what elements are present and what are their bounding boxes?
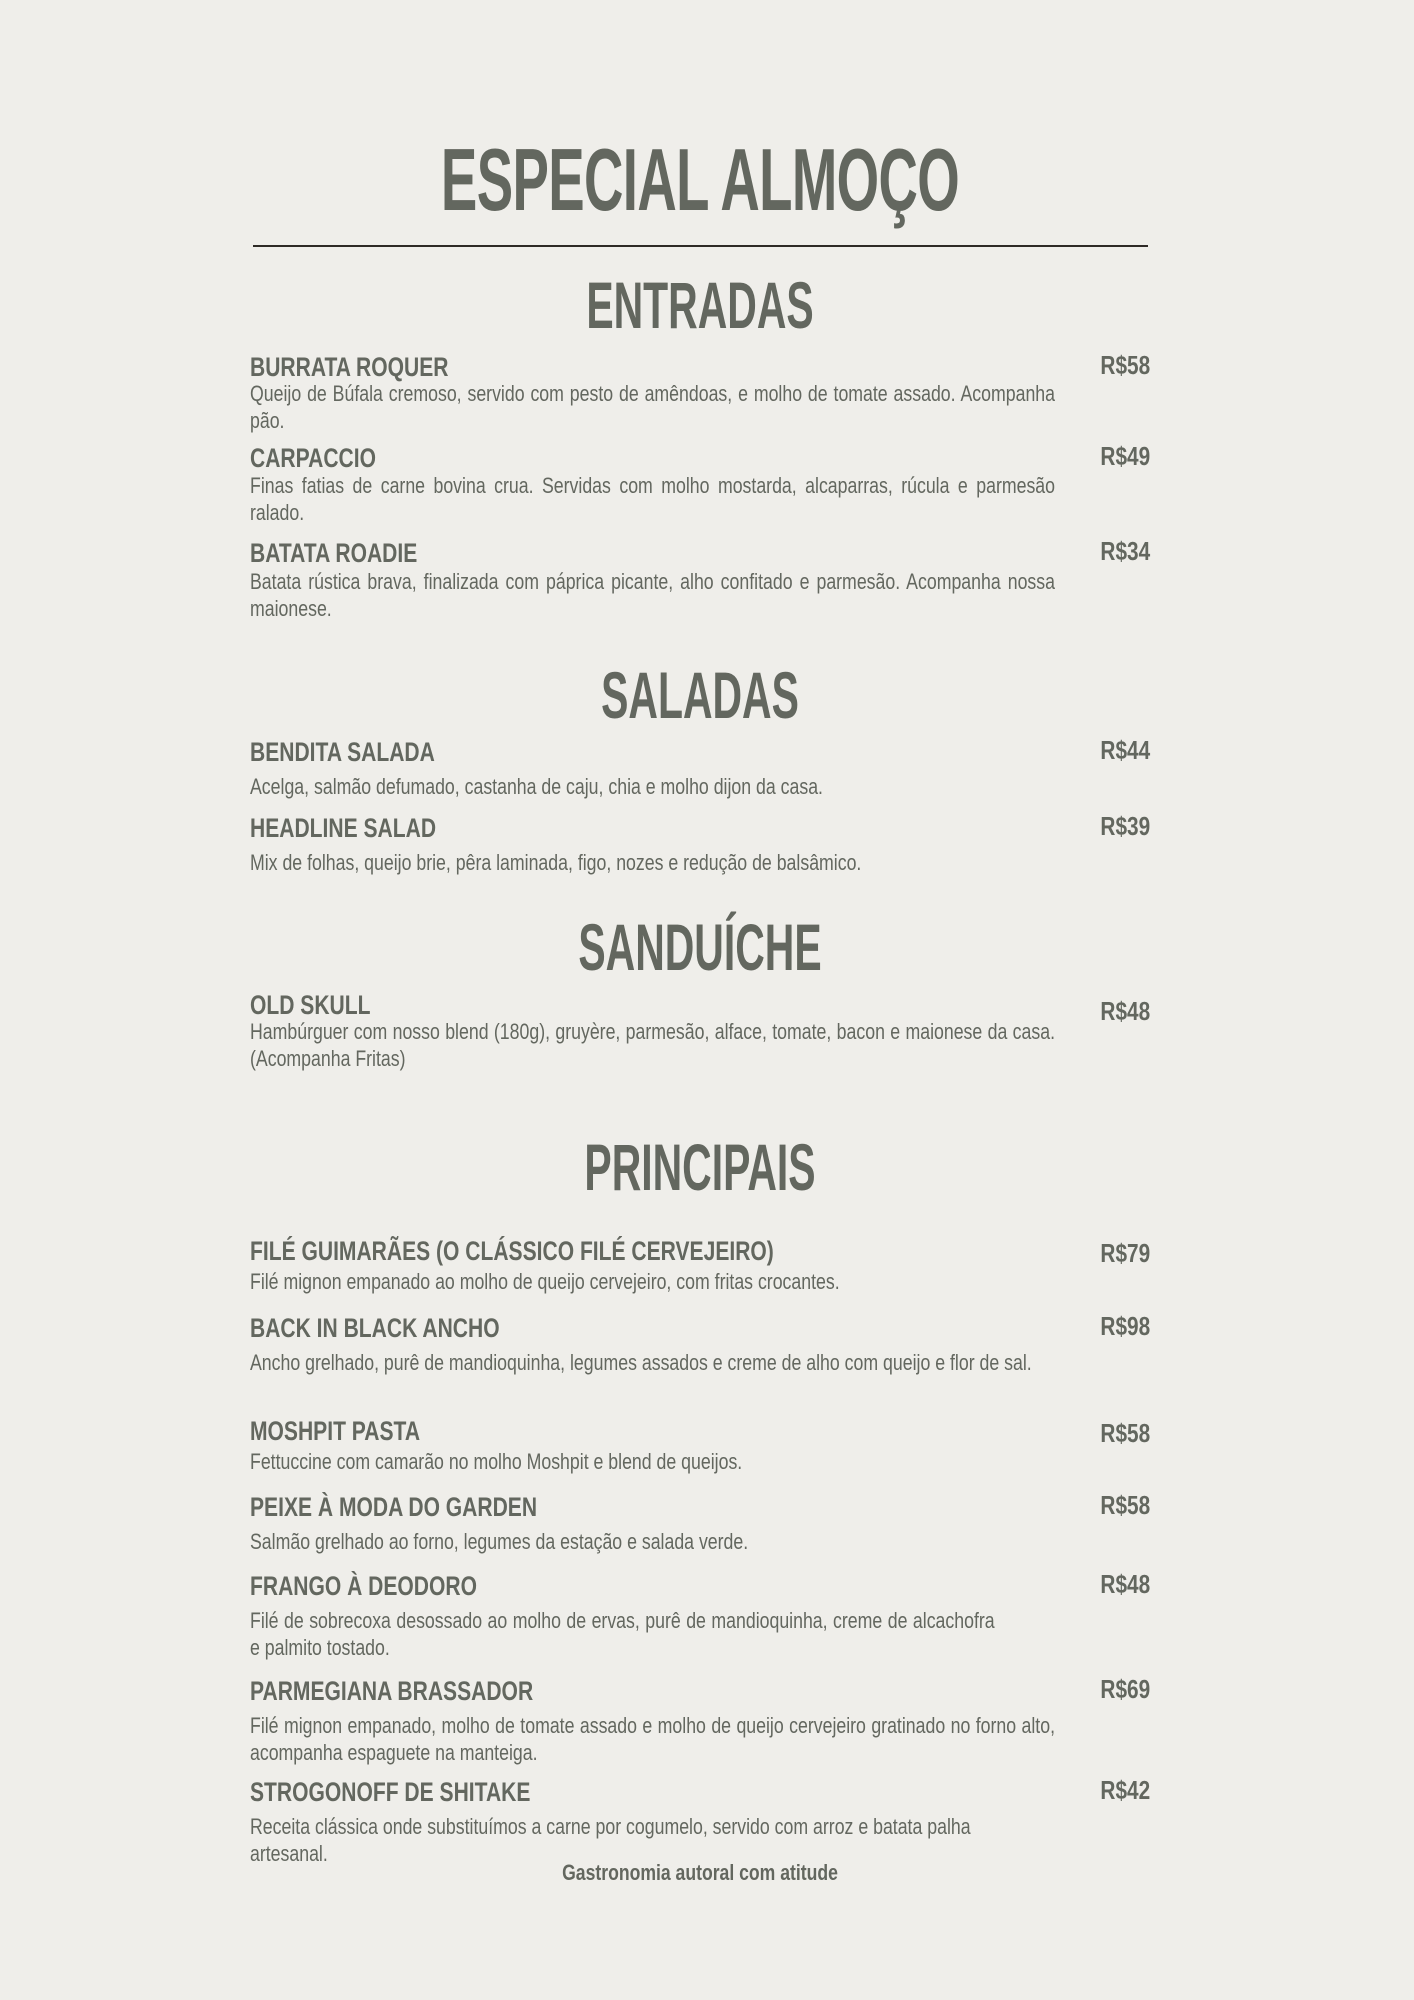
- item-price: R$39: [1100, 811, 1150, 841]
- section-title-principais: PRINCIPAIS: [584, 1130, 816, 1204]
- item-price: R$44: [1100, 735, 1150, 765]
- item-desc: Filé mignon empanado, molho de tomate assado e molho de queijo cervejeiro gratinado no forno alto, acompanha espaguete na manteiga.: [250, 1713, 1055, 1765]
- item-price: R$34: [1100, 536, 1150, 566]
- item-name: BENDITA SALADA: [250, 737, 435, 767]
- item-name: HEADLINE SALAD: [250, 813, 437, 843]
- section-title-sanduiche: SANDUÍCHE: [578, 910, 822, 984]
- item-price: R$79: [1100, 1238, 1150, 1268]
- item-desc: Mix de folhas, queijo brie, pêra laminada, figo, nozes e redução de balsâmico.: [250, 850, 862, 875]
- item-name: CARPACCIO: [250, 443, 376, 473]
- item-price: R$69: [1100, 1674, 1150, 1704]
- item-name: BATATA ROADIE: [250, 538, 418, 568]
- section-title-entradas: ENTRADAS: [586, 268, 814, 342]
- page-title: ESPECIAL ALMOÇO: [440, 130, 960, 229]
- item-desc: Batata rústica brava, finalizada com páprica picante, alho confitado e parmesão. Acompanha nossa maionese.: [250, 569, 1055, 621]
- item-desc: Hambúrguer com nosso blend (180g), gruyère, parmesão, alface, tomate, bacon e maionese da casa. (Acompanha Fritas): [250, 1019, 1055, 1071]
- footer-tagline: Gastronomia autoral com atitude: [562, 1860, 838, 1885]
- item-name: FILÉ GUIMARÃES (O CLÁSSICO FILÉ CERVEJEIRO): [250, 1236, 774, 1266]
- section-title-saladas: SALADAS: [601, 658, 799, 732]
- item-price: R$98: [1100, 1311, 1150, 1341]
- item-price: R$58: [1100, 1490, 1150, 1520]
- item-desc: Finas fatias de carne bovina crua. Servidas com molho mostarda, alcaparras, rúcula e parmesão ralado.: [250, 473, 1055, 525]
- item-name: OLD SKULL: [250, 990, 371, 1020]
- item-price: R$58: [1100, 350, 1150, 380]
- item-desc: Filé mignon empanado ao molho de queijo cervejeiro, com fritas crocantes.: [250, 1269, 840, 1294]
- item-price: R$48: [1100, 996, 1150, 1026]
- item-price: R$48: [1100, 1569, 1150, 1599]
- item-desc: Salmão grelhado ao forno, legumes da estação e salada verde.: [250, 1529, 749, 1554]
- item-desc: Queijo de Búfala cremoso, servido com pesto de amêndoas, e molho de tomate assado. Acompanha pão.: [250, 381, 1055, 433]
- item-desc: Acelga, salmão defumado, castanha de caju, chia e molho dijon da casa.: [250, 774, 823, 799]
- item-price: R$42: [1100, 1775, 1150, 1805]
- item-desc: Filé de sobrecoxa desossado ao molho de ervas, purê de mandioquinha, creme de alcachofra e palmito tostado.: [250, 1608, 995, 1660]
- item-name: BACK IN BLACK ANCHO: [250, 1313, 500, 1343]
- item-name: MOSHPIT PASTA: [250, 1416, 421, 1446]
- item-name: PARMEGIANA BRASSADOR: [250, 1676, 534, 1706]
- item-desc: Fettuccine com camarão no molho Moshpit e blend de queijos.: [250, 1449, 743, 1474]
- item-price: R$58: [1100, 1418, 1150, 1448]
- item-name: BURRATA ROQUER: [250, 352, 449, 382]
- item-name: FRANGO À DEODORO: [250, 1571, 477, 1601]
- item-name: STROGONOFF DE SHITAKE: [250, 1777, 531, 1807]
- item-name: PEIXE À MODA DO GARDEN: [250, 1492, 538, 1522]
- item-desc: Ancho grelhado, purê de mandioquinha, legumes assados e creme de alho com queijo e flor de sal.: [250, 1350, 1032, 1375]
- item-desc: Receita clássica onde substituímos a carne por cogumelo, servido com arroz e batata palha artesanal.: [250, 1814, 971, 1866]
- item-price: R$49: [1100, 441, 1150, 471]
- title-divider: [253, 245, 1148, 247]
